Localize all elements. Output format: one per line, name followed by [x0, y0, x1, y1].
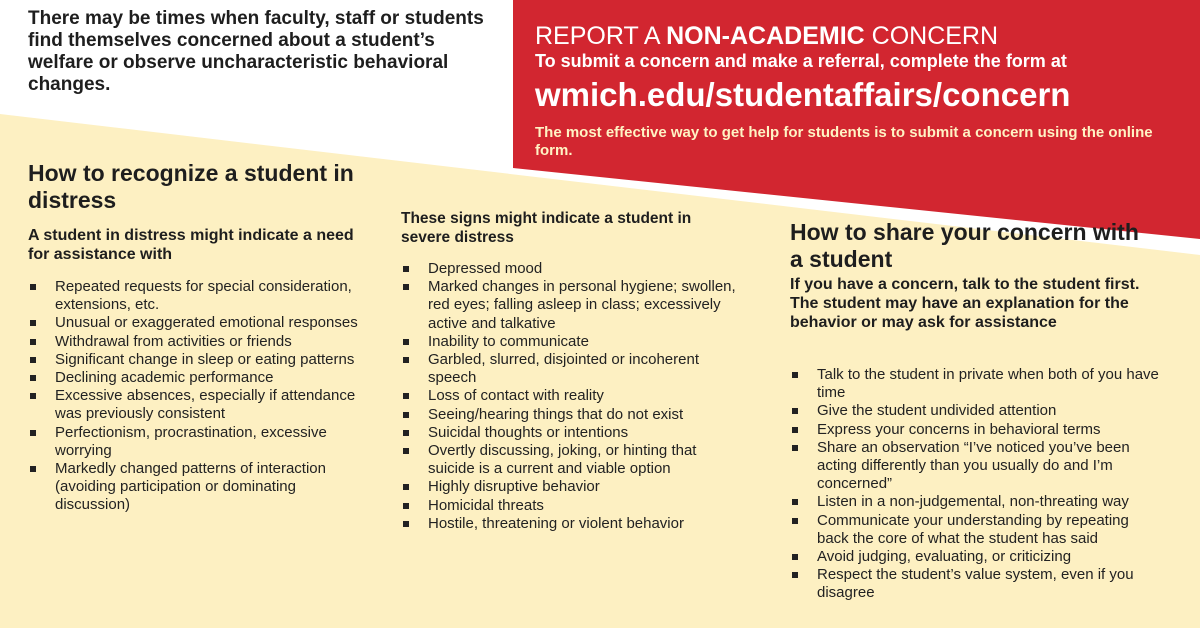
- list-item: Talk to the student in private when both of you have time: [790, 366, 1160, 402]
- list-item: Loss of contact with reality: [401, 387, 741, 405]
- recognize-subheading: A student in distress might indicate a need for assistance with: [28, 227, 354, 263]
- list-item: Share an observation “I’ve noticed you’ve been acting differently than you usually do and I’m concerned”: [790, 439, 1160, 494]
- list-item: Overtly discussing, joking, or hinting that suicide is a current and viable option: [401, 442, 741, 478]
- list-item: Inability to communicate: [401, 333, 741, 351]
- report-title: [535, 22, 998, 51]
- report-note: The most effective way to get help for students is to submit a concern using the online form.: [535, 124, 1153, 159]
- report-title-suffix: CONCERN: [864, 22, 999, 50]
- list-item: Avoid judging, evaluating, or criticizing: [790, 548, 1160, 566]
- report-title-prefix: REPORT A: [535, 22, 667, 50]
- list-item: Hostile, threatening or violent behavior: [401, 515, 741, 533]
- share-subheading: If you have a concern, talk to the student first. The student may have an explanation for the behavior or may ask for assistance: [790, 276, 1140, 331]
- report-title-bold: NON-ACADEMIC: [666, 22, 865, 50]
- recognize-list: [28, 278, 373, 515]
- concern-form-link[interactable]: wmich.edu/studentaffairs/concern: [535, 76, 1071, 113]
- report-subtitle: To submit a concern and make a referral, complete the form at: [535, 51, 1067, 71]
- severe-subheading: These signs might indicate a student in severe distress: [401, 210, 692, 246]
- list-item: Suicidal thoughts or intentions: [401, 424, 741, 442]
- intro-text: There may be times when faculty, staff or students find themselves concerned about a student’s welfare or observe uncharacteristic behavioral changes.: [28, 8, 484, 95]
- share-heading: How to share your concern with a student: [790, 219, 1139, 272]
- list-item: Depressed mood: [401, 260, 741, 278]
- list-item: Communicate your understanding by repeating back the core of what the student has said: [790, 512, 1160, 548]
- list-item: Listen in a non-judgemental, non-threating way: [790, 493, 1160, 511]
- list-item: Markedly changed patterns of interaction (avoiding participation or dominating discussion): [28, 460, 373, 515]
- share-list: [790, 366, 1160, 603]
- list-item: Declining academic performance: [28, 369, 373, 387]
- list-item: Highly disruptive behavior: [401, 478, 741, 496]
- list-item: Unusual or exaggerated emotional responses: [28, 314, 373, 332]
- list-item: Withdrawal from activities or friends: [28, 333, 373, 351]
- severe-list: [401, 260, 741, 533]
- list-item: Marked changes in personal hygiene; swollen, red eyes; falling asleep in class; excessively active and talkative: [401, 278, 741, 333]
- list-item: Significant change in sleep or eating patterns: [28, 351, 373, 369]
- list-item: Excessive absences, especially if attendance was previously consistent: [28, 387, 373, 423]
- recognize-heading: How to recognize a student in distress: [28, 160, 354, 213]
- list-item: Perfectionism, procrastination, excessive worrying: [28, 424, 373, 460]
- list-item: Garbled, slurred, disjointed or incoherent speech: [401, 351, 741, 387]
- list-item: Respect the student’s value system, even if you disagree: [790, 566, 1160, 602]
- list-item: Give the student undivided attention: [790, 402, 1160, 420]
- list-item: Homicidal threats: [401, 497, 741, 515]
- list-item: Seeing/hearing things that do not exist: [401, 406, 741, 424]
- list-item: Express your concerns in behavioral terms: [790, 421, 1160, 439]
- list-item: Repeated requests for special consideration, extensions, etc.: [28, 278, 373, 314]
